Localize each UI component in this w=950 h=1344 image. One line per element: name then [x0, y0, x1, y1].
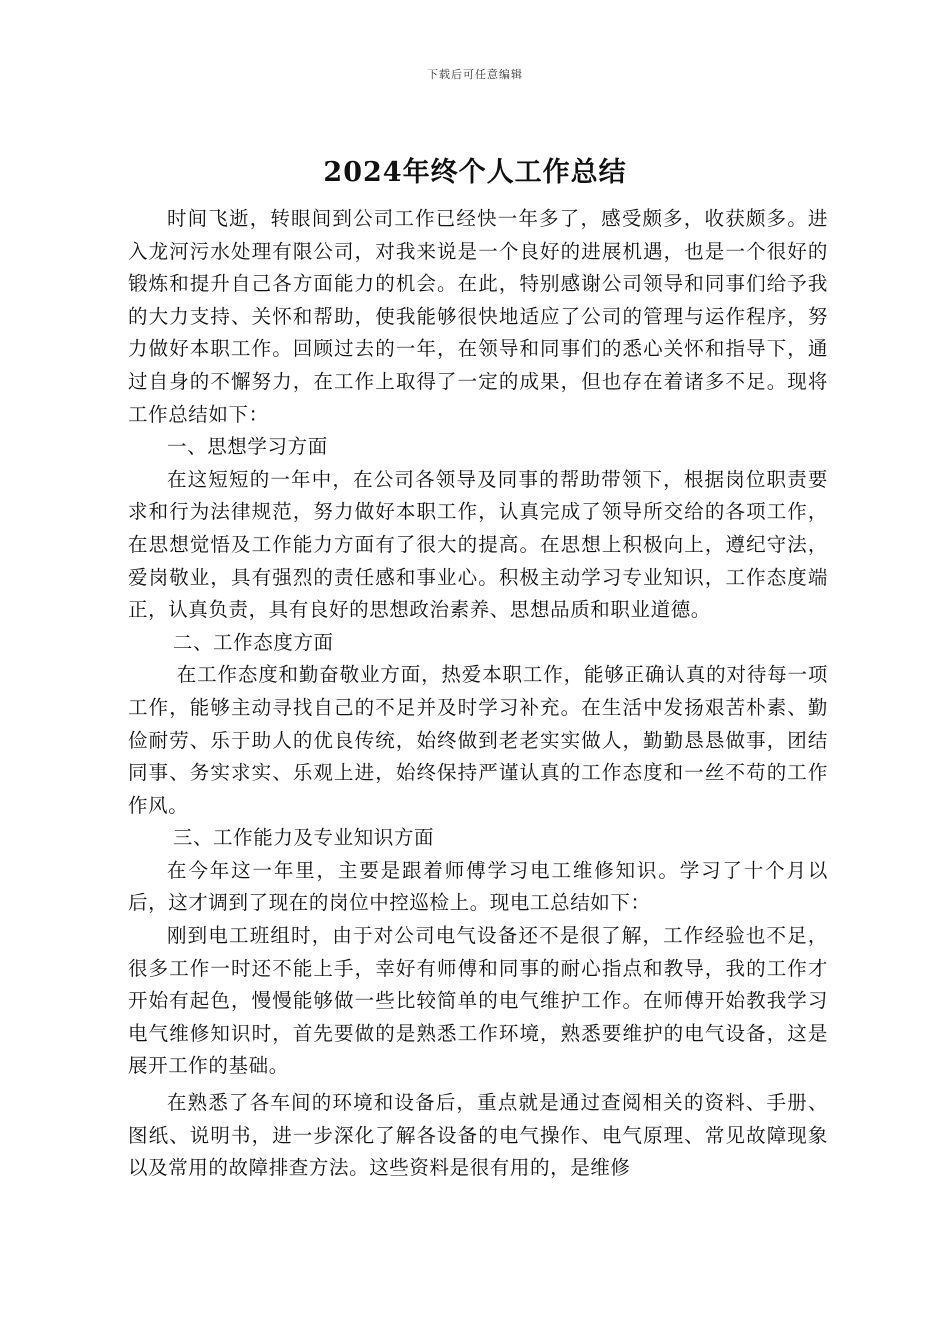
intro-paragraph: 时间飞逝，转眼间到公司工作已经快一年多了，感受颇多，收获颇多。进入龙河污水处理有限公司，对我来说是一个良好的进展机遇，也是一个很好的锻炼和提升自己各方面能力的机会。在此，特别感谢公司领导和同事们给予我的大力支持、关怀和帮助，使我能够很快地适应了公司的管理与运作程序，努力做好本职工作。回顾过去的一年，在领导和同事们的悉心关怀和指导下，通过自身的不懈努力，在工作上取得了一定的成果，但也存在着诸多不足。现将工作总结如下： [128, 207, 828, 426]
attitude-paragraph: 在工作态度和勤奋敬业方面，热爱本职工作，能够正确认真的对待每一项工作，能够主动寻找自己的不足并及时学习补充。在生活中发扬艰苦朴素、勤俭耐劳、乐于助人的优良传统，始终做到老老实实做人，勤勤恳恳做事，团结同事、务实求实、乐观上进，始终保持严谨认真的工作态度和一丝不苟的工作作风。 [128, 663, 828, 817]
ideology-paragraph: 在这短短的一年中，在公司各领导及同事的帮助带领下，根据岗位职责要求和行为法律规范，努力做好本职工作，认真完成了领导所交给的各项工作，在思想觉悟及工作能力方面有了很大的提高。在思想上积极向上，遵纪守法，爱岗敬业，具有强烈的责任感和事业心。积极主动学习专业知识，工作态度端正，认真负责，具有良好的思想政治素养、思想品质和职业道德。 [128, 467, 828, 622]
document-title: 2024年终个人工作总结 [323, 157, 627, 188]
equipment-paragraph: 在熟悉了各车间的环境和设备后，重点就是通过查阅相关的资料、手册、图纸、说明书，进一步深化了解各设备的电气操作、电气原理、常见故障现象以及常用的故障排查方法。这些资料是很有用的，是维修 [128, 1091, 828, 1180]
ability-paragraph: 在今年这一年里，主要是跟着师傅学习电工维修知识。学习了十个月以后，这才调到了现在的岗位中控巡检上。现电工总结如下： [128, 858, 828, 915]
header-note: 下载后可任意编辑 [427, 68, 523, 81]
section-heading-attitude: 二、工作态度方面 [172, 630, 334, 654]
section-heading-ideology: 一、思想学习方面 [167, 435, 328, 459]
section-heading-ability: 三、工作能力及专业知识方面 [172, 826, 435, 850]
document-body [128, 203, 828, 1185]
electrician-paragraph: 刚到电工班组时，由于对公司电气设备还不是很了解，工作经验也不足，很多工作一时还不能上手，幸好有师傅和同事的耐心指点和教导，我的工作才开始有起色，慢慢能够做一些比较简单的电气维护工作。在师傅开始教我学习电气维修知识时，首先要做的是熟悉工作环境，熟悉要维护的电气设备，这是展开工作的基础。 [128, 924, 828, 1078]
